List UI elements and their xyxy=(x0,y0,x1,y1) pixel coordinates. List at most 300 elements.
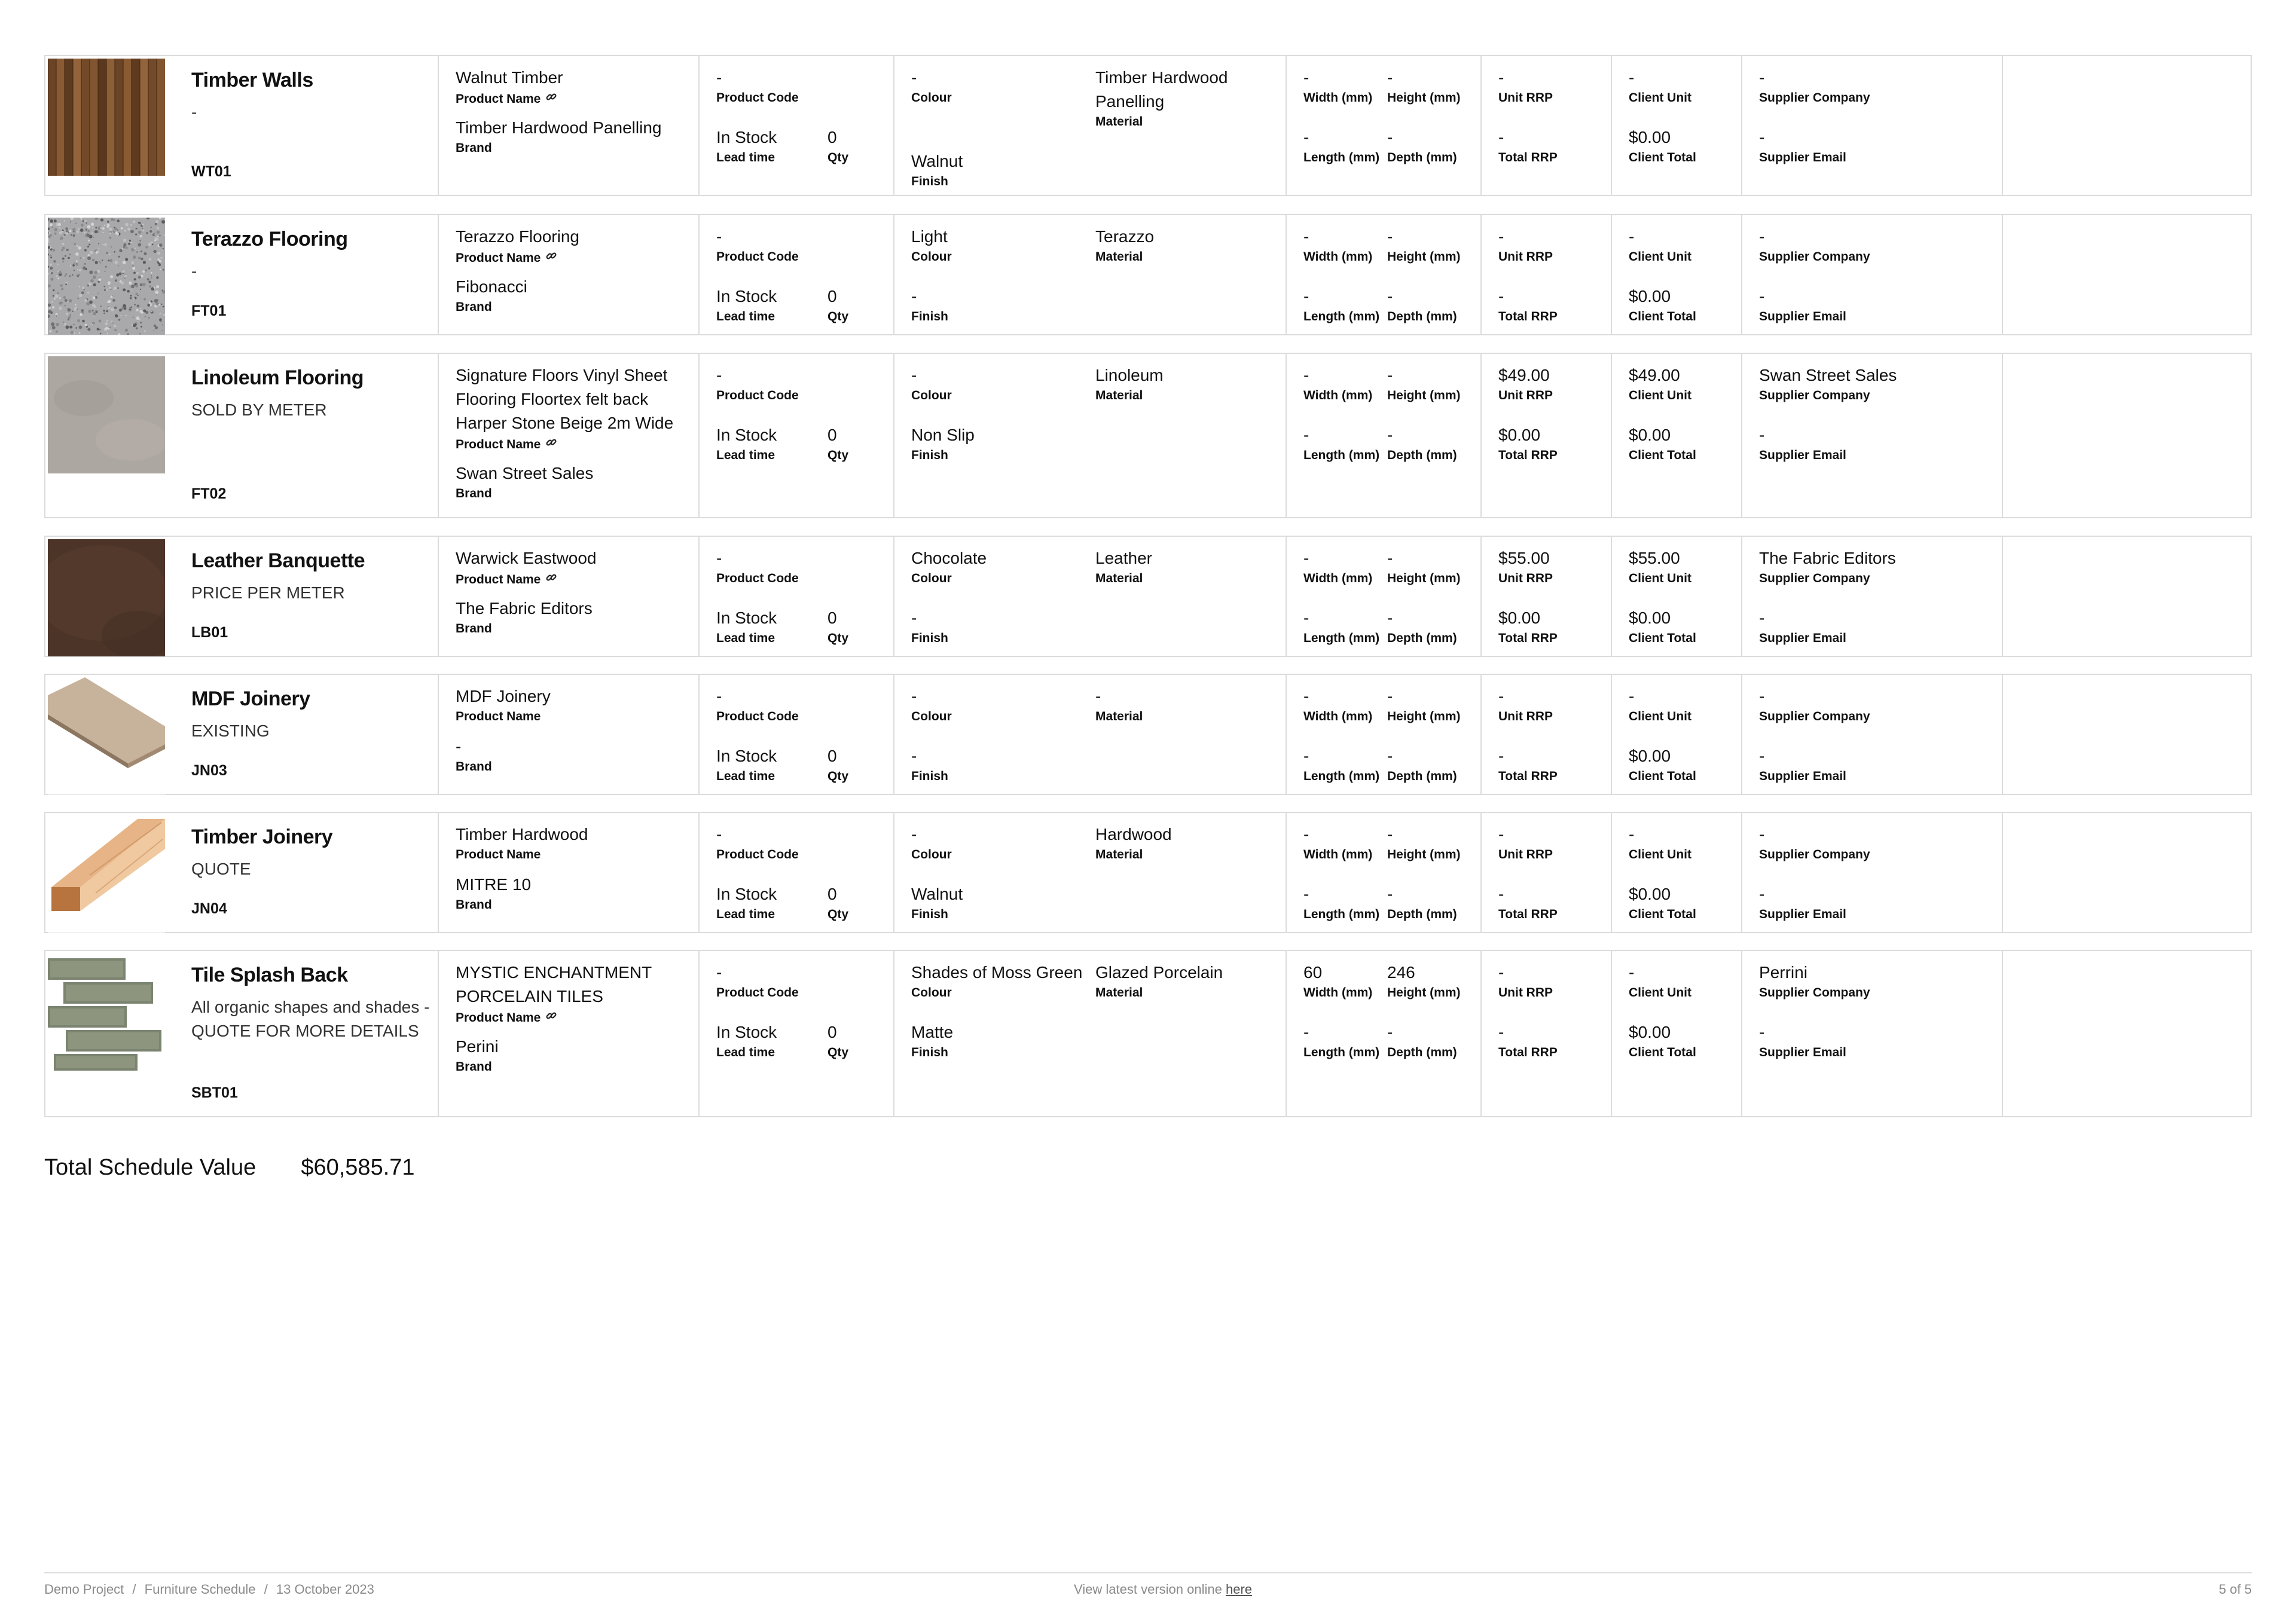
rrp-cell xyxy=(1480,537,1612,656)
depth-value: - xyxy=(1387,747,1393,765)
finish-label: Finish xyxy=(911,1046,948,1059)
supplier-cell xyxy=(1741,537,2003,656)
client-unit-value: - xyxy=(1629,825,1635,843)
finish-label: Finish xyxy=(911,907,948,921)
footer-separator: / xyxy=(264,1582,268,1597)
total-value: $60,585.71 xyxy=(301,1155,415,1180)
depth-value: - xyxy=(1387,885,1393,903)
material-label: Material xyxy=(1095,710,1143,723)
client-total-label: Client Total xyxy=(1629,448,1696,462)
supplier-email-value: - xyxy=(1759,609,1765,627)
product-name-label-text: Product Name xyxy=(456,438,541,451)
supplier-email-label: Supplier Email xyxy=(1759,310,1846,323)
lead-time-label: Lead time xyxy=(716,631,775,645)
product-code-value: - xyxy=(716,366,722,384)
product-cell xyxy=(438,354,700,517)
client-unit-value: - xyxy=(1629,687,1635,705)
link-icon[interactable] xyxy=(545,436,557,451)
client-unit-label: Client Unit xyxy=(1629,91,1692,105)
supplier-email-label: Supplier Email xyxy=(1759,448,1846,462)
code-cell xyxy=(698,675,894,794)
code-cell xyxy=(698,813,894,932)
total-rrp-value: $0.00 xyxy=(1498,609,1541,627)
height-value: - xyxy=(1387,825,1393,843)
total-rrp-label: Total RRP xyxy=(1498,769,1558,783)
finish-label: Finish xyxy=(911,631,948,645)
rrp-cell xyxy=(1480,354,1612,517)
brand-value: Timber Hardwood Panelling xyxy=(456,118,662,137)
depth-label: Depth (mm) xyxy=(1387,907,1457,921)
qty-value: 0 xyxy=(828,885,837,903)
brand-label: Brand xyxy=(456,898,492,912)
lead-time-value: In Stock xyxy=(716,747,777,765)
client-unit-value: $49.00 xyxy=(1629,366,1680,384)
item-thumbnail xyxy=(48,59,165,176)
material-label: Material xyxy=(1095,848,1143,861)
qty-value: 0 xyxy=(828,1023,837,1041)
schedule-row xyxy=(44,674,2252,795)
finish-value: Walnut xyxy=(911,152,963,170)
item-name: Terazzo Flooring xyxy=(191,228,348,250)
supplier-company-value: - xyxy=(1759,687,1765,705)
supplier-company-label: Supplier Company xyxy=(1759,986,1870,1000)
client-unit-label: Client Unit xyxy=(1629,710,1692,723)
rrp-cell xyxy=(1480,675,1612,794)
colour-label: Colour xyxy=(911,848,952,861)
supplier-company-label: Supplier Company xyxy=(1759,91,1870,105)
dimensions-cell xyxy=(1286,56,1482,195)
depth-value: - xyxy=(1387,426,1393,444)
colour-label: Colour xyxy=(911,389,952,402)
qty-label: Qty xyxy=(828,448,849,462)
colour-label: Colour xyxy=(911,91,952,105)
product-code-label: Product Code xyxy=(716,571,799,585)
length-value: - xyxy=(1303,128,1309,146)
lead-time-label: Lead time xyxy=(716,310,775,323)
dimensions-cell xyxy=(1286,215,1482,334)
schedule-row xyxy=(44,55,2252,196)
client-total-value: $0.00 xyxy=(1629,747,1671,765)
finish-label: Finish xyxy=(911,769,948,783)
notes-cell xyxy=(2002,951,2251,1116)
qty-value: 0 xyxy=(828,426,837,444)
width-label: Width (mm) xyxy=(1303,710,1373,723)
material-label: Material xyxy=(1095,389,1143,402)
item-cell xyxy=(45,813,438,932)
qty-value: 0 xyxy=(828,287,837,305)
supplier-email-value: - xyxy=(1759,885,1765,903)
colour-value: - xyxy=(911,366,917,384)
material-value: Terazzo xyxy=(1095,227,1155,246)
qty-label: Qty xyxy=(828,310,849,323)
client-total-value: $0.00 xyxy=(1629,1023,1671,1041)
unit-rrp-value: $55.00 xyxy=(1498,549,1550,567)
lead-time-value: In Stock xyxy=(716,885,777,903)
item-cell xyxy=(45,215,438,334)
unit-rrp-value: - xyxy=(1498,825,1504,843)
product-cell xyxy=(438,537,700,656)
item-thumbnail xyxy=(48,356,165,473)
product-name-label-text: Product Name xyxy=(456,573,541,586)
height-label: Height (mm) xyxy=(1387,571,1461,585)
total-rrp-value: - xyxy=(1498,287,1504,305)
lead-time-label: Lead time xyxy=(716,448,775,462)
schedule-row xyxy=(44,536,2252,657)
item-name: MDF Joinery xyxy=(191,687,310,710)
schedule-row xyxy=(44,214,2252,335)
depth-value: - xyxy=(1387,128,1393,146)
appearance-cell xyxy=(893,56,1287,195)
length-label: Length (mm) xyxy=(1303,631,1380,645)
item-thumbnail xyxy=(48,539,165,656)
dimensions-cell xyxy=(1286,537,1482,656)
supplier-cell xyxy=(1741,56,2003,195)
total-rrp-label: Total RRP xyxy=(1498,907,1558,921)
supplier-cell xyxy=(1741,675,2003,794)
material-label: Material xyxy=(1095,250,1143,264)
code-cell xyxy=(698,215,894,334)
footer-view-text: View latest version online xyxy=(1074,1582,1222,1597)
product-name-label-text: Product Name xyxy=(456,92,541,106)
unit-rrp-label: Unit RRP xyxy=(1498,848,1553,861)
client-total-value: $0.00 xyxy=(1629,426,1671,444)
depth-label: Depth (mm) xyxy=(1387,448,1457,462)
footer-schedule: Furniture Schedule xyxy=(144,1582,256,1597)
rrp-cell xyxy=(1480,56,1612,195)
width-label: Width (mm) xyxy=(1303,848,1373,861)
colour-label: Colour xyxy=(911,710,952,723)
product-name-value: MYSTIC ENCHANTMENT PORCELAIN TILES xyxy=(456,963,652,1005)
supplier-cell xyxy=(1741,813,2003,932)
item-code: WT01 xyxy=(191,163,231,180)
item-note: All organic shapes and shades - QUOTE FOR MORE DETAILS xyxy=(191,998,430,1040)
item-cell xyxy=(45,537,438,656)
height-label: Height (mm) xyxy=(1387,986,1461,1000)
lead-time-label: Lead time xyxy=(716,151,775,164)
brand-value: MITRE 10 xyxy=(456,875,532,894)
length-label: Length (mm) xyxy=(1303,448,1380,462)
colour-value: Shades of Moss Green xyxy=(911,963,1083,982)
appearance-cell xyxy=(893,813,1287,932)
client-unit-value: - xyxy=(1629,68,1635,87)
product-cell xyxy=(438,215,700,334)
finish-value: - xyxy=(911,609,917,627)
client-unit-label: Client Unit xyxy=(1629,848,1692,861)
product-name-value: Terazzo Flooring xyxy=(456,227,579,246)
client-cell xyxy=(1611,537,1742,656)
supplier-company-value: The Fabric Editors xyxy=(1759,549,1896,567)
item-name: Tile Splash Back xyxy=(191,964,348,986)
notes-cell xyxy=(2002,537,2251,656)
product-code-value: - xyxy=(716,963,722,982)
item-name: Timber Walls xyxy=(191,69,313,91)
material-label: Material xyxy=(1095,986,1143,1000)
item-note: - xyxy=(191,103,197,121)
unit-rrp-label: Unit RRP xyxy=(1498,250,1553,264)
colour-label: Colour xyxy=(911,986,952,1000)
footer-view-link[interactable]: here xyxy=(1225,1582,1253,1597)
total-schedule-value xyxy=(44,1153,415,1182)
qty-label: Qty xyxy=(828,1046,849,1059)
product-code-value: - xyxy=(716,227,722,246)
finish-label: Finish xyxy=(911,175,948,188)
length-value: - xyxy=(1303,1023,1309,1041)
unit-rrp-label: Unit RRP xyxy=(1498,389,1553,402)
supplier-email-label: Supplier Email xyxy=(1759,1046,1846,1059)
product-code-label: Product Code xyxy=(716,250,799,264)
brand-label: Brand xyxy=(456,1060,492,1074)
unit-rrp-label: Unit RRP xyxy=(1498,986,1553,1000)
product-name-label-text: Product Name xyxy=(456,1011,541,1025)
supplier-company-value: - xyxy=(1759,227,1765,246)
unit-rrp-value: - xyxy=(1498,687,1504,705)
notes-cell xyxy=(2002,56,2251,195)
total-rrp-label: Total RRP xyxy=(1498,448,1558,462)
qty-label: Qty xyxy=(828,151,849,164)
client-cell xyxy=(1611,56,1742,195)
brand-label: Brand xyxy=(456,300,492,314)
product-code-label: Product Code xyxy=(716,389,799,402)
supplier-cell xyxy=(1741,354,2003,517)
dimensions-cell xyxy=(1286,951,1482,1116)
client-cell xyxy=(1611,215,1742,334)
total-rrp-value: $0.00 xyxy=(1498,426,1541,444)
finish-label: Finish xyxy=(911,448,948,462)
brand-value: - xyxy=(456,737,462,756)
item-name: Timber Joinery xyxy=(191,826,333,848)
dimensions-cell xyxy=(1286,813,1482,932)
width-value: - xyxy=(1303,366,1309,384)
material-value: Leather xyxy=(1095,549,1152,567)
supplier-email-value: - xyxy=(1759,287,1765,305)
brand-label: Brand xyxy=(456,487,492,500)
lead-time-label: Lead time xyxy=(716,769,775,783)
unit-rrp-label: Unit RRP xyxy=(1498,571,1553,585)
client-cell xyxy=(1611,354,1742,517)
product-code-label: Product Code xyxy=(716,848,799,861)
schedule-row xyxy=(44,812,2252,933)
product-cell xyxy=(438,951,700,1116)
lead-time-value: In Stock xyxy=(716,1023,777,1041)
total-rrp-label: Total RRP xyxy=(1498,1046,1558,1059)
supplier-email-label: Supplier Email xyxy=(1759,631,1846,645)
lead-time-value: In Stock xyxy=(716,426,777,444)
link-icon[interactable] xyxy=(545,571,557,586)
supplier-cell xyxy=(1741,215,2003,334)
item-name: Linoleum Flooring xyxy=(191,366,364,389)
height-value: - xyxy=(1387,227,1393,246)
unit-rrp-value: - xyxy=(1498,963,1504,982)
brand-value: The Fabric Editors xyxy=(456,599,593,618)
notes-cell xyxy=(2002,215,2251,334)
qty-value: 0 xyxy=(828,128,837,146)
link-icon[interactable] xyxy=(545,250,557,265)
length-value: - xyxy=(1303,609,1309,627)
height-label: Height (mm) xyxy=(1387,389,1461,402)
product-cell xyxy=(438,675,700,794)
total-rrp-value: - xyxy=(1498,1023,1504,1041)
item-cell xyxy=(45,675,438,794)
qty-label: Qty xyxy=(828,631,849,645)
finish-value: Non Slip xyxy=(911,426,975,444)
material-value: Linoleum xyxy=(1095,366,1164,384)
brand-label: Brand xyxy=(456,622,492,635)
brand-label: Brand xyxy=(456,141,492,155)
client-total-label: Client Total xyxy=(1629,1046,1696,1059)
item-code: FT01 xyxy=(191,302,227,319)
depth-value: - xyxy=(1387,1023,1393,1041)
supplier-company-value: - xyxy=(1759,68,1765,87)
notes-cell xyxy=(2002,813,2251,932)
width-value: 60 xyxy=(1303,963,1323,982)
width-label: Width (mm) xyxy=(1303,91,1373,105)
item-code: LB01 xyxy=(191,624,228,641)
width-label: Width (mm) xyxy=(1303,986,1373,1000)
footer-date: 13 October 2023 xyxy=(276,1582,374,1597)
depth-label: Depth (mm) xyxy=(1387,631,1457,645)
qty-label: Qty xyxy=(828,769,849,783)
dimensions-cell xyxy=(1286,354,1482,517)
client-unit-label: Client Unit xyxy=(1629,571,1692,585)
client-unit-label: Client Unit xyxy=(1629,986,1692,1000)
supplier-cell xyxy=(1741,951,2003,1116)
finish-label: Finish xyxy=(911,310,948,323)
product-name-label-text: Product Name xyxy=(456,251,541,265)
footer-page-number: 5 of 5 xyxy=(2218,1582,2252,1597)
width-label: Width (mm) xyxy=(1303,389,1373,402)
height-label: Height (mm) xyxy=(1387,848,1461,861)
code-cell xyxy=(698,56,894,195)
client-total-label: Client Total xyxy=(1629,151,1696,164)
client-unit-value: $55.00 xyxy=(1629,549,1680,567)
client-total-label: Client Total xyxy=(1629,310,1696,323)
supplier-company-value: Swan Street Sales xyxy=(1759,366,1897,384)
total-rrp-value: - xyxy=(1498,747,1504,765)
width-value: - xyxy=(1303,825,1309,843)
colour-value: - xyxy=(911,687,917,705)
width-label: Width (mm) xyxy=(1303,250,1373,264)
item-name: Leather Banquette xyxy=(191,549,365,572)
product-code-value: - xyxy=(716,549,722,567)
product-name-value: Timber Hardwood xyxy=(456,825,588,843)
item-note: EXISTING xyxy=(191,722,270,740)
depth-label: Depth (mm) xyxy=(1387,1046,1457,1059)
depth-label: Depth (mm) xyxy=(1387,151,1457,164)
item-code: JN04 xyxy=(191,900,227,917)
item-thumbnail xyxy=(48,218,165,335)
supplier-company-label: Supplier Company xyxy=(1759,848,1870,861)
notes-cell xyxy=(2002,675,2251,794)
code-cell xyxy=(698,354,894,517)
product-name-value: MDF Joinery xyxy=(456,687,551,705)
length-label: Length (mm) xyxy=(1303,310,1380,323)
height-label: Height (mm) xyxy=(1387,91,1461,105)
appearance-cell xyxy=(893,354,1287,517)
total-rrp-label: Total RRP xyxy=(1498,151,1558,164)
colour-value: Light xyxy=(911,227,948,246)
height-value: 246 xyxy=(1387,963,1415,982)
client-total-value: $0.00 xyxy=(1629,287,1671,305)
schedule-row xyxy=(44,353,2252,518)
product-name-label xyxy=(456,848,541,862)
brand-value: Swan Street Sales xyxy=(456,464,594,482)
item-cell xyxy=(45,56,438,195)
qty-value: 0 xyxy=(828,747,837,765)
product-name-value: Warwick Eastwood xyxy=(456,549,597,567)
supplier-company-label: Supplier Company xyxy=(1759,710,1870,723)
height-value: - xyxy=(1387,366,1393,384)
page-footer xyxy=(44,1572,2252,1609)
item-code: JN03 xyxy=(191,762,227,779)
supplier-company-label: Supplier Company xyxy=(1759,389,1870,402)
unit-rrp-value: - xyxy=(1498,227,1504,246)
height-label: Height (mm) xyxy=(1387,250,1461,264)
supplier-company-value: Perrini xyxy=(1759,963,1808,982)
finish-value: - xyxy=(911,747,917,765)
depth-value: - xyxy=(1387,609,1393,627)
supplier-email-label: Supplier Email xyxy=(1759,769,1846,783)
height-value: - xyxy=(1387,687,1393,705)
brand-value: Fibonacci xyxy=(456,277,527,296)
footer-project: Demo Project xyxy=(44,1582,124,1597)
client-unit-label: Client Unit xyxy=(1629,389,1692,402)
depth-label: Depth (mm) xyxy=(1387,769,1457,783)
material-label: Material xyxy=(1095,571,1143,585)
product-cell xyxy=(438,56,700,195)
colour-value: - xyxy=(911,68,917,87)
depth-label: Depth (mm) xyxy=(1387,310,1457,323)
client-total-value: $0.00 xyxy=(1629,128,1671,146)
length-label: Length (mm) xyxy=(1303,151,1380,164)
client-total-value: $0.00 xyxy=(1629,885,1671,903)
width-value: - xyxy=(1303,68,1309,87)
brand-label: Brand xyxy=(456,760,492,774)
product-code-label: Product Code xyxy=(716,91,799,105)
rrp-cell xyxy=(1480,951,1612,1116)
link-icon[interactable] xyxy=(545,91,557,106)
item-code: SBT01 xyxy=(191,1084,238,1101)
height-value: - xyxy=(1387,68,1393,87)
client-total-value: $0.00 xyxy=(1629,609,1671,627)
length-value: - xyxy=(1303,287,1309,305)
footer-breadcrumb xyxy=(44,1582,374,1597)
width-value: - xyxy=(1303,549,1309,567)
rrp-cell xyxy=(1480,813,1612,932)
supplier-email-value: - xyxy=(1759,128,1765,146)
lead-time-value: In Stock xyxy=(716,128,777,146)
lead-time-label: Lead time xyxy=(716,1046,775,1059)
depth-value: - xyxy=(1387,287,1393,305)
height-label: Height (mm) xyxy=(1387,710,1461,723)
qty-value: 0 xyxy=(828,609,837,627)
client-unit-value: - xyxy=(1629,963,1635,982)
item-thumbnail xyxy=(48,953,165,1071)
item-thumbnail xyxy=(48,815,165,933)
total-rrp-label: Total RRP xyxy=(1498,631,1558,645)
product-code-value: - xyxy=(716,825,722,843)
code-cell xyxy=(698,537,894,656)
product-code-value: - xyxy=(716,68,722,87)
client-total-label: Client Total xyxy=(1629,769,1696,783)
unit-rrp-label: Unit RRP xyxy=(1498,710,1553,723)
product-name-label-text: Product Name xyxy=(456,848,541,861)
unit-rrp-label: Unit RRP xyxy=(1498,91,1553,105)
supplier-email-value: - xyxy=(1759,1023,1765,1041)
length-label: Length (mm) xyxy=(1303,907,1380,921)
link-icon[interactable] xyxy=(545,1010,557,1025)
product-name-value: Signature Floors Vinyl Sheet Flooring Floortex felt back Harper Stone Beige 2m Wide xyxy=(456,366,674,432)
client-unit-value: - xyxy=(1629,227,1635,246)
